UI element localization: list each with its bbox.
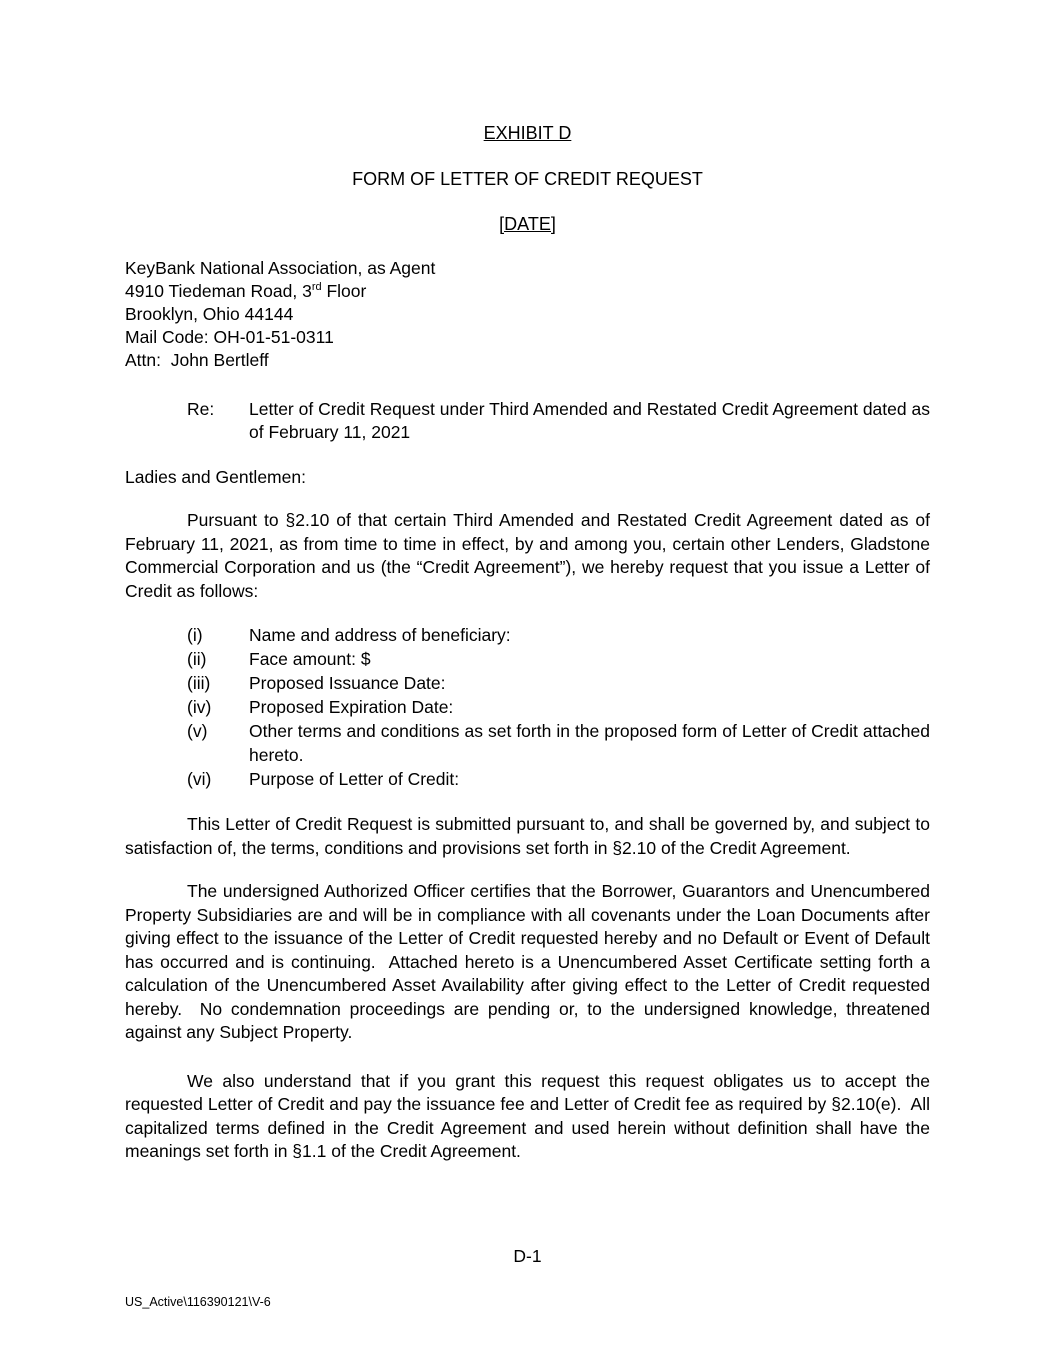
paragraph-certification: The undersigned Authorized Officer certifies that the Borrower, Guarantors and Unencumbered Property Subsidiaries are and will be in compliance with all covenants under the Loan Documents after giving effect to the issuance of the Letter of Credit requested hereby and no Default or Event of Default has occurred and is continuing. Attached hereto is a Unencumbered Asset Certificate setting forth a calculation of the Unencumbered Asset Availability after giving effect to the Letter of Credit requested hereby. No condemnation proceedings are pending or, to the undersigned knowledge, threatened against any Subject Property. — [125, 881, 930, 1042]
re-label: Re: — [187, 398, 215, 419]
street-text: 4910 Tiedeman Road, 3 — [125, 280, 312, 301]
recipient-address-block — [125, 257, 930, 372]
list-item-text: Proposed Expiration Date: — [249, 697, 454, 717]
recipient-street-line — [125, 280, 930, 303]
list-item-other-terms — [125, 719, 930, 767]
salutation: Ladies and Gentlemen: — [125, 466, 306, 487]
floor-ordinal-superscript: rd — [311, 280, 322, 293]
recipient-mailcode-line: Mail Code: OH-01-51-0311 — [125, 326, 334, 347]
exhibit-title: EXHIBIT D — [483, 123, 572, 143]
list-item-number: (iii) — [187, 673, 211, 693]
list-item-face-amount — [125, 647, 930, 671]
recipient-name-line: KeyBank National Association, as Agent — [125, 257, 436, 278]
list-item-issuance-date — [125, 671, 930, 695]
list-item-beneficiary — [125, 623, 930, 647]
list-item-text: Other terms and conditions as set forth in the proposed form of Letter of Credit attached hereto. — [249, 721, 930, 765]
list-item-text: Name and address of beneficiary: — [249, 625, 511, 645]
list-item-number: (i) — [187, 625, 203, 645]
floor-text: Floor — [321, 280, 367, 301]
list-item-text: Face amount: $ — [249, 649, 371, 669]
list-item-number: (iv) — [187, 697, 212, 717]
list-item-expiration-date — [125, 695, 930, 719]
credit-request-list — [125, 623, 930, 791]
form-title: FORM OF LETTER OF CREDIT REQUEST — [352, 168, 703, 189]
list-item-text: Proposed Issuance Date: — [249, 673, 446, 693]
document-content — [125, 122, 930, 1164]
page-number: D-1 — [513, 1246, 542, 1266]
list-item-number: (ii) — [187, 649, 207, 669]
document-id-footer: US_Active\116390121\V-6 — [125, 1295, 271, 1309]
date-placeholder: [DATE] — [499, 214, 556, 234]
recipient-attn-line: Attn: John Bertleff — [125, 349, 269, 370]
paragraph-acknowledgment: We also understand that if you grant this request this request obligates us to accept the requested Letter of Credit and pay the issuance fee and Letter of Credit fee as required by §2.10(e). All capitalized terms defined in the Credit Agreement and used herein without definition shall have the meanings set forth in §1.1 of the Credit Agreement. — [125, 1070, 930, 1161]
paragraph-submission: This Letter of Credit Request is submitted pursuant to, and shall be governed by, and subject to satisfaction of, the terms, conditions and provisions set forth in §2.10 of the Credit Agreement. — [125, 814, 930, 858]
re-subject-line — [125, 398, 930, 445]
re-subject-text: Letter of Credit Request under Third Amended and Restated Credit Agreement dated as of February 11, 2021 — [249, 398, 930, 442]
list-item-text: Purpose of Letter of Credit: — [249, 769, 460, 789]
recipient-city-line: Brooklyn, Ohio 44144 — [125, 303, 294, 324]
list-item-number: (vi) — [187, 769, 212, 789]
list-item-number: (v) — [187, 721, 208, 741]
list-item-purpose — [125, 767, 930, 791]
paragraph-pursuant: Pursuant to §2.10 of that certain Third Amended and Restated Credit Agreement dated as of February 11, 2021, as from time to time in effect, by and among you, certain other Lenders, Gladstone Commercial Corporation and us (the “Credit Agreement”), we hereby request that you issue a Letter of Credit as follows: — [125, 510, 930, 601]
